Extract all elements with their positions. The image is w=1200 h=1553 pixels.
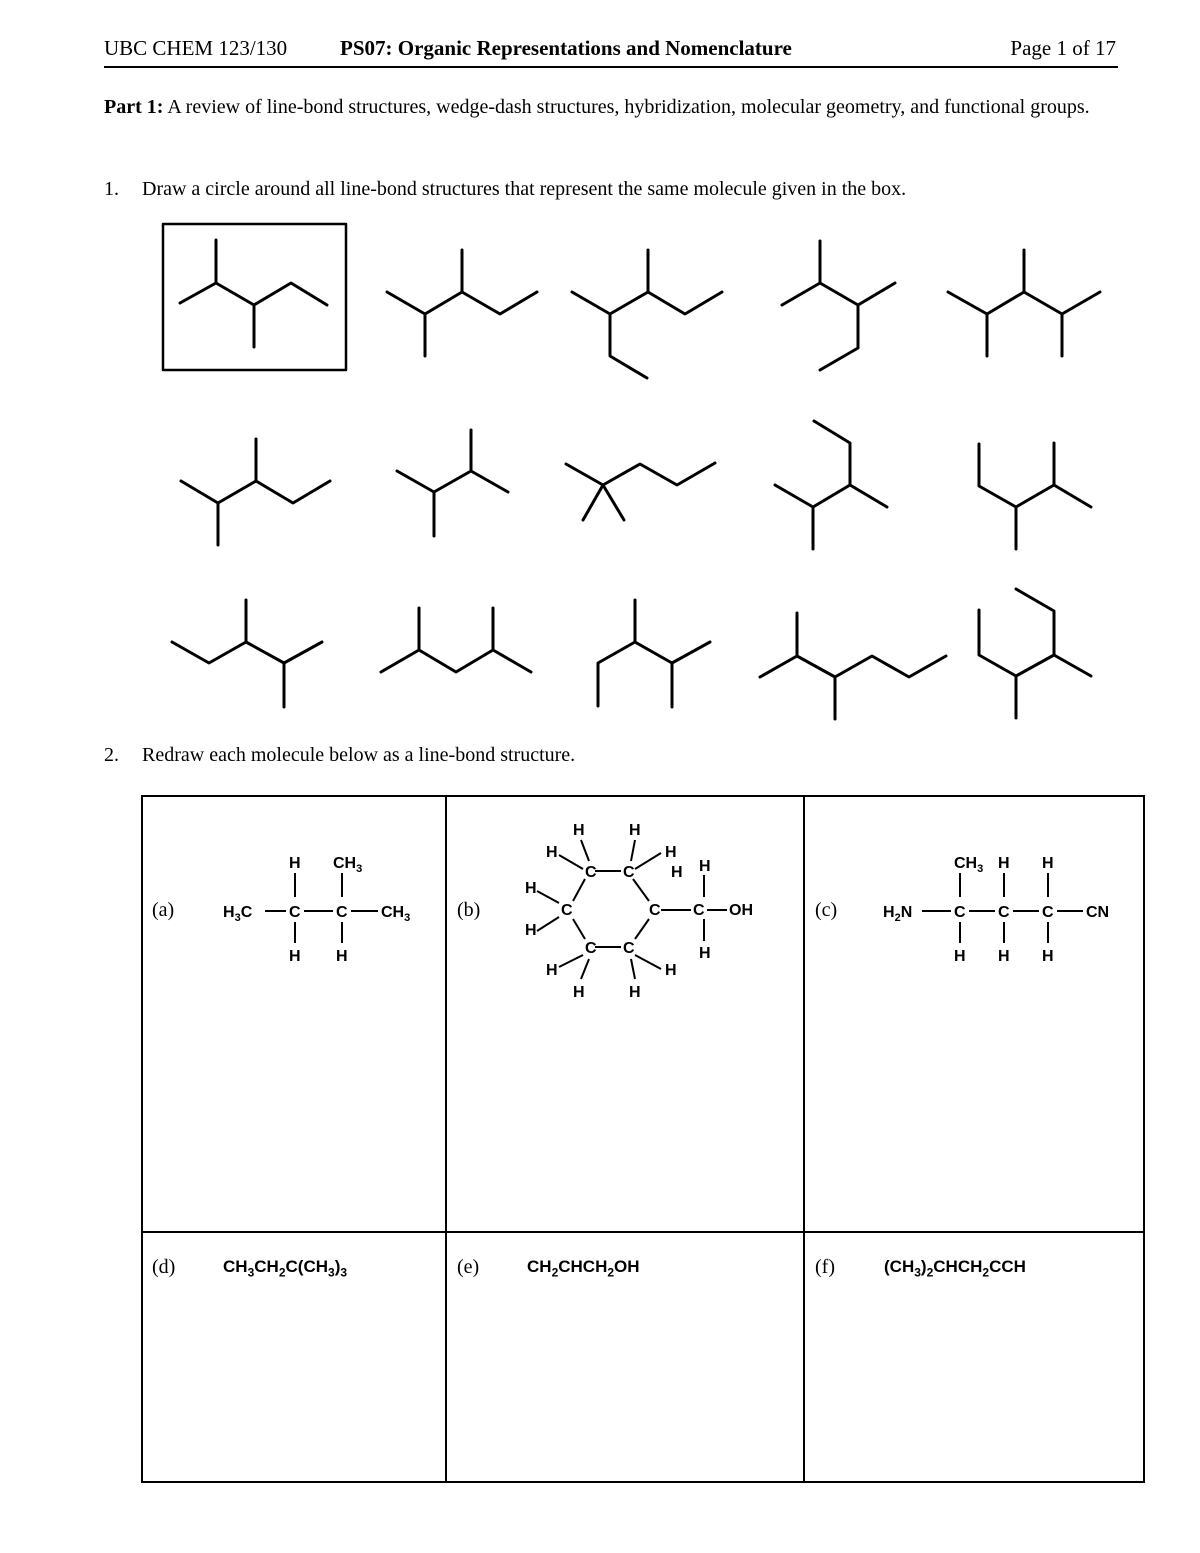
formula-d: $CH_3CH_2C(CH_3)_3$: [223, 1257, 348, 1280]
line-bond-structures: [0, 0, 1200, 740]
cell-label-c: (c): [815, 899, 838, 921]
structure-r3-1[interactable]: [172, 600, 322, 707]
svg-text:H: H: [546, 844, 558, 861]
structure-r2-3[interactable]: [566, 463, 715, 520]
structure-r3-5[interactable]: [979, 589, 1091, 718]
svg-text:H: H: [629, 984, 641, 1001]
svg-text:H: H: [525, 880, 537, 897]
question-number: 1.: [104, 178, 119, 200]
structure-r3-2[interactable]: [381, 608, 531, 672]
svg-text:C: C: [998, 904, 1010, 921]
document-title: PS07: Organic Representations and Nomenclature: [340, 36, 792, 60]
svg-text:H: H: [699, 858, 711, 875]
structure-r1-1[interactable]: [387, 250, 537, 356]
svg-text:CH3: $CH_3$: [954, 855, 984, 875]
svg-text:C: C: [649, 902, 661, 919]
structure-r1-3[interactable]: [782, 241, 895, 370]
cell-label-d: (d): [152, 1256, 176, 1278]
svg-text:H: H: [573, 984, 585, 1001]
formula-f: $(CH_3)_2CHCH_2CCH$: [884, 1257, 1026, 1280]
structure-c: [876, 835, 1176, 1035]
structure-r2-4[interactable]: [775, 421, 887, 549]
structure-r2-5[interactable]: [979, 443, 1091, 549]
svg-text:C: C: [289, 904, 301, 921]
cell-label-b: (b): [457, 899, 481, 921]
svg-text:C: C: [693, 902, 705, 919]
structure-r3-4[interactable]: [760, 613, 946, 719]
svg-text:H: H: [1042, 855, 1054, 872]
page-number: Page 1 of 17: [1010, 36, 1116, 60]
svg-text:H: H: [289, 855, 301, 872]
svg-text:C: C: [585, 864, 597, 881]
cell-label-a: (a): [152, 899, 175, 921]
svg-text:C: C: [585, 940, 597, 957]
svg-text:H: H: [671, 864, 683, 881]
structure-r3-3[interactable]: [598, 600, 710, 707]
reference-molecule: [180, 240, 327, 347]
svg-text:H: H: [665, 962, 677, 979]
svg-text:CH3: $CH_3$: [381, 904, 411, 924]
svg-text:C: C: [623, 864, 635, 881]
svg-text:C: C: [623, 940, 635, 957]
part1-label: Part 1:: [104, 96, 164, 118]
svg-text:H2N: $H_2N$: [883, 904, 913, 924]
cell-label-f: (f): [815, 1256, 835, 1278]
svg-text:H: H: [546, 962, 558, 979]
part1-text: A review of line-bond structures, wedge-dash structures, hybridization, molecular geometry, and functional groups.: [163, 96, 1090, 118]
svg-text:C: C: [954, 904, 966, 921]
svg-text:CN: CN: [1086, 904, 1110, 921]
structure-b: [511, 813, 811, 1013]
cell-label-e: (e): [457, 1256, 480, 1278]
structure-r2-1[interactable]: [181, 439, 330, 545]
course-code: UBC CHEM 123/130: [104, 36, 288, 60]
svg-text:H: H: [629, 822, 641, 839]
svg-text:H: H: [665, 844, 677, 861]
structure-a: [201, 835, 501, 1035]
svg-text:H: H: [1042, 948, 1054, 965]
structure-r1-2[interactable]: [572, 250, 722, 378]
structure-r1-4[interactable]: [948, 250, 1100, 356]
formula-e: $CH_2CHCH_2OH$: [527, 1257, 640, 1280]
svg-text:C: C: [1042, 904, 1054, 921]
svg-text:H: H: [998, 855, 1010, 872]
svg-text:H: H: [998, 948, 1010, 965]
svg-text:H: H: [336, 948, 348, 965]
question-number: 2.: [104, 744, 119, 766]
svg-text:H: H: [954, 948, 966, 965]
svg-text:H: H: [525, 922, 537, 939]
svg-text:C: C: [561, 902, 573, 919]
structure-r2-2[interactable]: [397, 430, 508, 536]
svg-text:CH3: $CH_3$: [333, 855, 363, 875]
question-2: [104, 744, 575, 767]
svg-text:H: H: [573, 822, 585, 839]
question-text: Redraw each molecule below as a line-bond structure.: [142, 744, 576, 766]
question-text: Draw a circle around all line-bond structures that represent the same molecule given in the box.: [142, 178, 907, 200]
svg-text:C: C: [336, 904, 348, 921]
svg-text:H: H: [289, 948, 301, 965]
svg-text:H: H: [699, 945, 711, 962]
svg-text:H3C: $H_3C$: [223, 904, 253, 924]
svg-text:OH: OH: [729, 902, 753, 919]
answer-table: [141, 795, 1145, 1483]
